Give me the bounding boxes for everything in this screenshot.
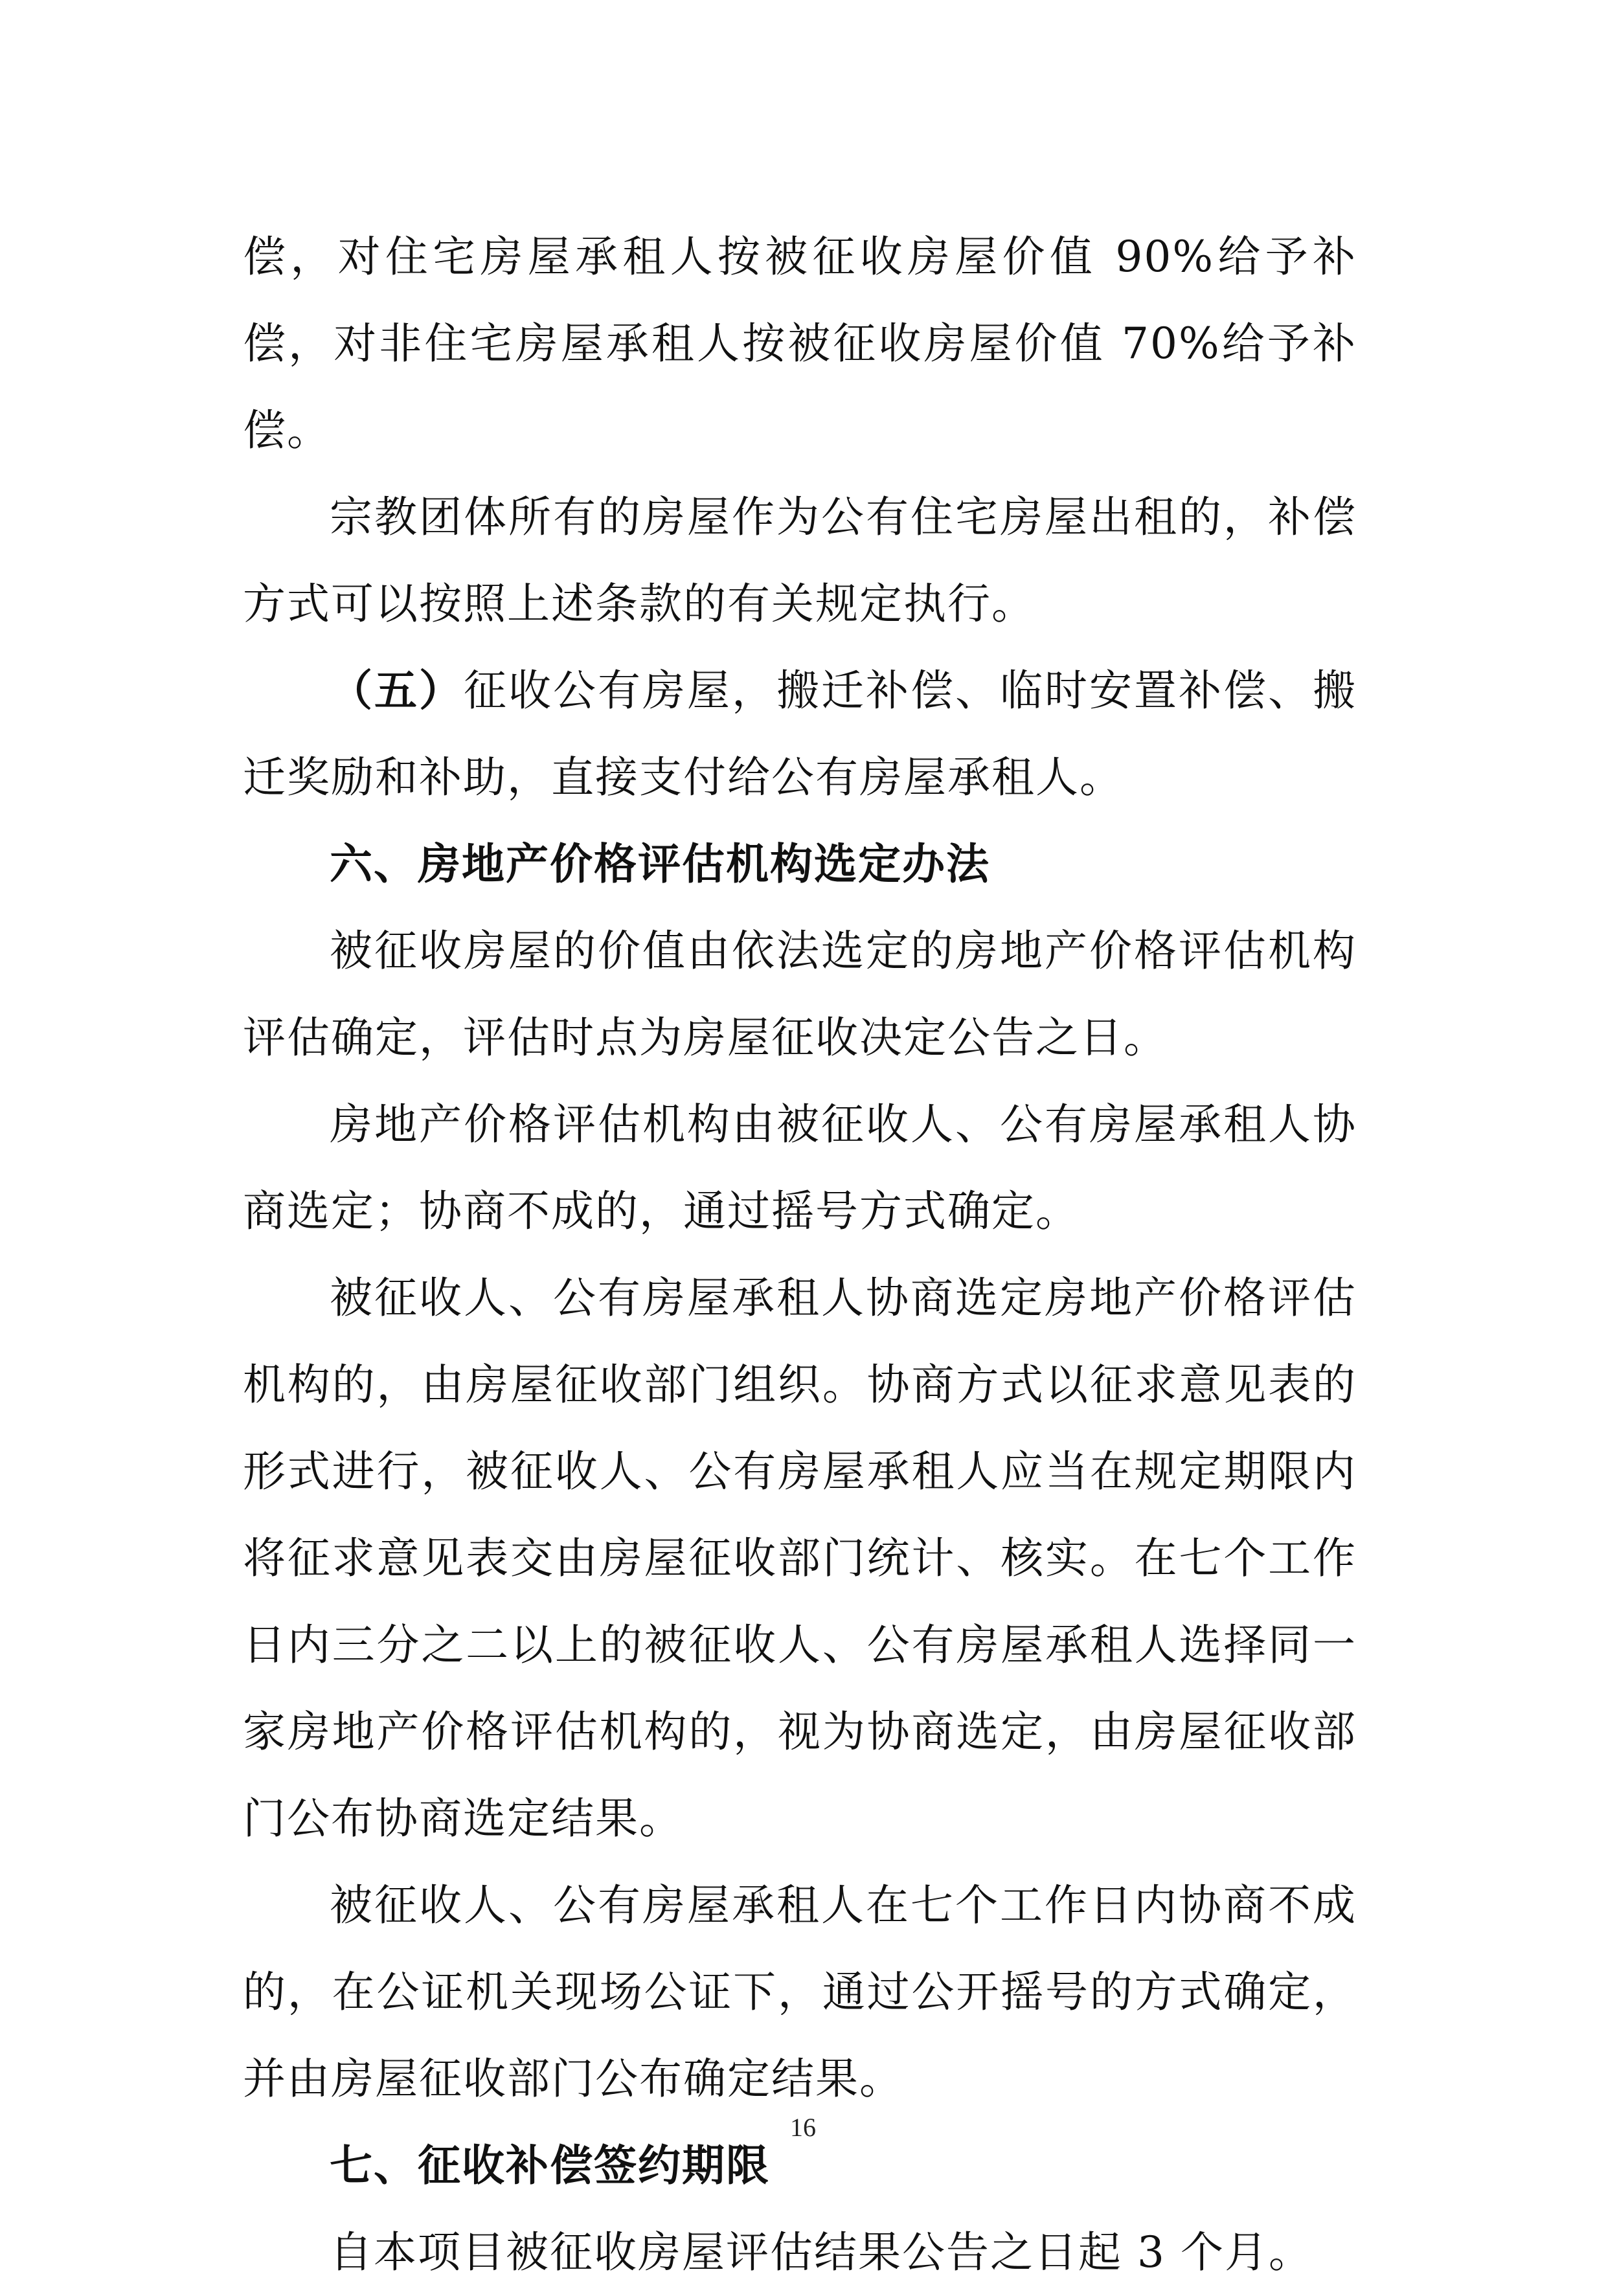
item-five-label: （五） xyxy=(330,666,464,715)
paragraph-agency-selection: 房地产价格评估机构由被征收人、公有房屋承租人协商选定；协商不成的，通过摇号方式确定。 xyxy=(243,1099,1357,1236)
paragraph-signing-deadline: 自本项目被征收房屋评估结果公告之日起 3 个月。 xyxy=(330,2227,1313,2277)
section-heading-seven: 七、征收补偿签约期限 xyxy=(330,2141,770,2190)
paragraph-religious-property: 宗教团体所有的房屋作为公有住宅房屋出租的，补偿方式可以按照上述条款的有关规定执行。 xyxy=(243,492,1357,629)
page-number: 16 xyxy=(790,2113,816,2142)
section-heading-six: 六、房地产价格评估机构选定办法 xyxy=(330,839,990,889)
paragraph-lottery: 被征收人、公有房屋承租人在七个工作日内协商不成的，在公证机关现场公证下，通过公开摇号的方式确定，并由房屋征收部门公布确定结果。 xyxy=(243,1880,1357,2104)
paragraph-negotiation-process: 被征收人、公有房屋承租人协商选定房地产价格评估机构的，由房屋征收部门组织。协商方式以征求意见表的形式进行，被征收人、公有房屋承租人应当在规定期限内将征求意见表交由房屋征收部门统计、核实。在七个工作日内三分之二以上的被征收人、公有房屋承租人选择同一家房地产价格评估机构的，视为协商选定，由房屋征收部门公布协商选定结果。 xyxy=(243,1273,1357,1843)
paragraph-item-five xyxy=(243,647,1357,821)
paragraph-valuation: 被征收房屋的价值由依法选定的房地产价格评估机构评估确定，评估时点为房屋征收决定公告之日。 xyxy=(243,926,1357,1063)
paragraph-continuation: 偿，对住宅房屋承租人按被征收房屋价值 90%给予补偿，对非住宅房屋承租人按被征收房屋价值 70%给予补偿。 xyxy=(243,232,1357,455)
item-five-text: 征收公有房屋，搬迁补偿、临时安置补偿、搬迁奖励和补助，直接支付给公有房屋承租人。 xyxy=(243,666,1357,802)
document-body xyxy=(243,214,1357,2296)
